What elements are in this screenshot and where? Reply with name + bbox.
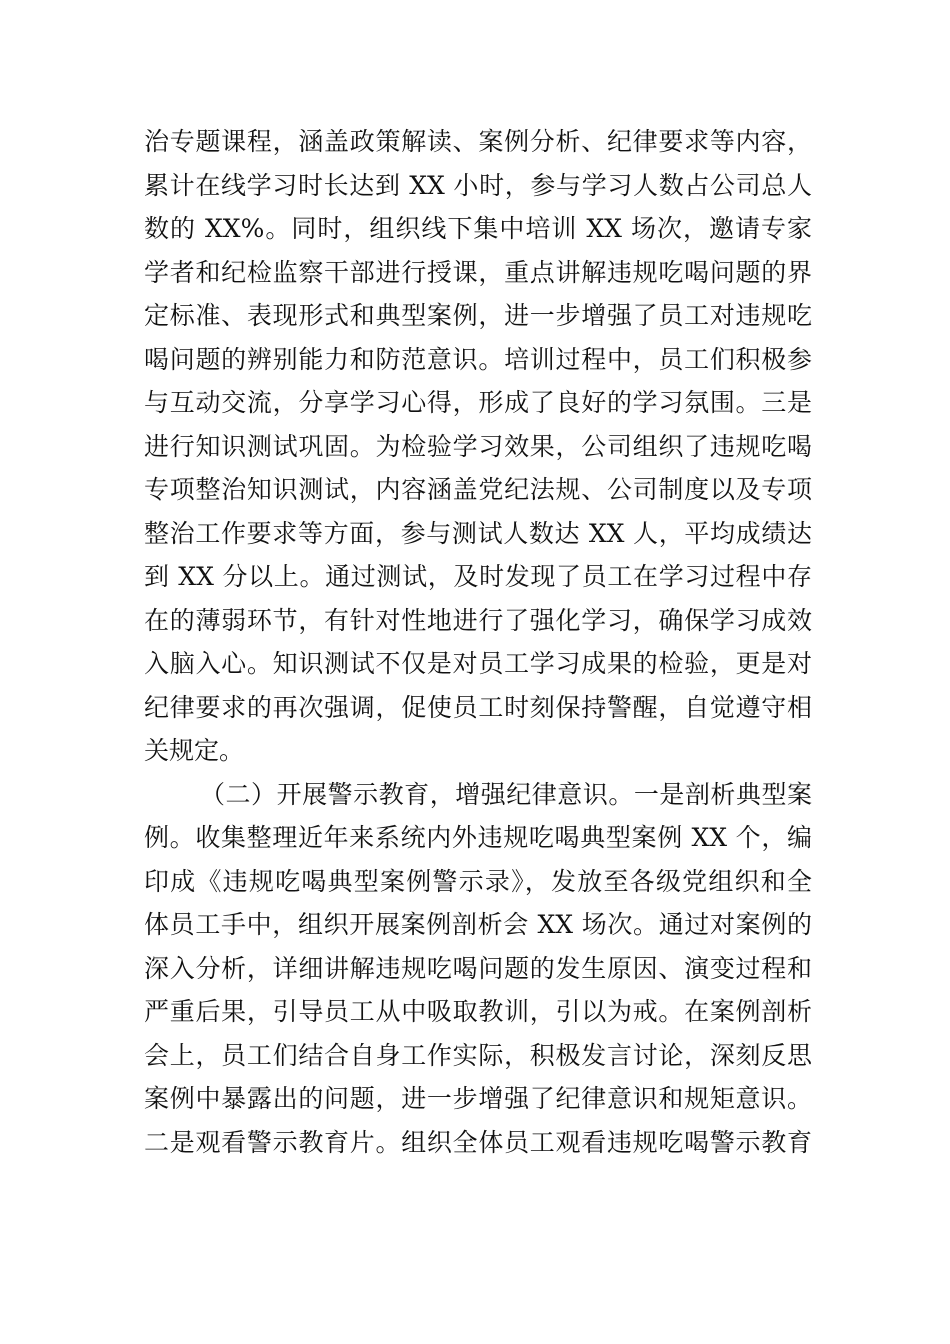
paragraph-2-heading-line: （二）开展警示教育，增强纪律意识。一是剖析典型案 <box>200 780 812 809</box>
paragraph-2-line: 二是观看警示教育片。组织全体员工观看违规吃喝警示教育 <box>144 1128 812 1157</box>
paragraph-2-line: 案例中暴露出的问题，进一步增强了纪律意识和规矩意识。 <box>144 1084 812 1113</box>
paragraph-1-line: 入脑入心。知识测试不仅是对员工学习成果的检验，更是对 <box>144 649 812 678</box>
paragraph-2-line: 会上，员工们结合自身工作实际，积极发言讨论，深刻反思 <box>144 1041 812 1070</box>
paragraph-1-line: 专项整治知识测试，内容涵盖党纪法规、公司制度以及专项 <box>144 475 812 504</box>
paragraph-2-line: 深入分析，详细讲解违规吃喝问题的发生原因、演变过程和 <box>144 954 812 983</box>
paragraph-2-line: 例。收集整理近年来系统内外违规吃喝典型案例 XX 个，编 <box>144 823 812 852</box>
paragraph-1-line: 学者和纪检监察干部进行授课，重点讲解违规吃喝问题的界 <box>144 258 812 287</box>
paragraph-1-line: 数的 XX%。同时，组织线下集中培训 XX 场次，邀请专家 <box>144 214 812 243</box>
paragraph-1-line: 治专题课程，涵盖政策解读、案例分析、纪律要求等内容， <box>144 127 812 156</box>
paragraph-1-line: 整治工作要求等方面，参与测试人数达 XX 人，平均成绩达 <box>144 519 812 548</box>
paragraph-1-line: 喝问题的辨别能力和防范意识。培训过程中，员工们积极参 <box>144 345 812 374</box>
paragraph-1-line: 纪律要求的再次强调，促使员工时刻保持警醒，自觉遵守相 <box>144 693 812 722</box>
paragraph-1-line: 在的薄弱环节，有针对性地进行了强化学习，确保学习成效 <box>144 606 812 635</box>
paragraph-2-line: 严重后果，引导员工从中吸取教训，引以为戒。在案例剖析 <box>144 997 812 1026</box>
paragraph-1-line: 关规定。 <box>144 736 245 765</box>
paragraph-1-line: 与互动交流，分享学习心得，形成了良好的学习氛围。三是 <box>144 388 812 417</box>
paragraph-2-line: 体员工手中，组织开展案例剖析会 XX 场次。通过对案例的 <box>144 910 812 939</box>
paragraph-1-line: 进行知识测试巩固。为检验学习效果，公司组织了违规吃喝 <box>144 432 812 461</box>
paragraph-1-line: 累计在线学习时长达到 XX 小时，参与学习人数占公司总人 <box>144 171 812 200</box>
paragraph-2-line: 印成《违规吃喝典型案例警示录》，发放至各级党组织和全 <box>144 867 812 896</box>
paragraph-1-line: 定标准、表现形式和典型案例，进一步增强了员工对违规吃 <box>144 301 812 330</box>
paragraph-1-line: 到 XX 分以上。通过测试，及时发现了员工在学习过程中存 <box>144 562 812 591</box>
